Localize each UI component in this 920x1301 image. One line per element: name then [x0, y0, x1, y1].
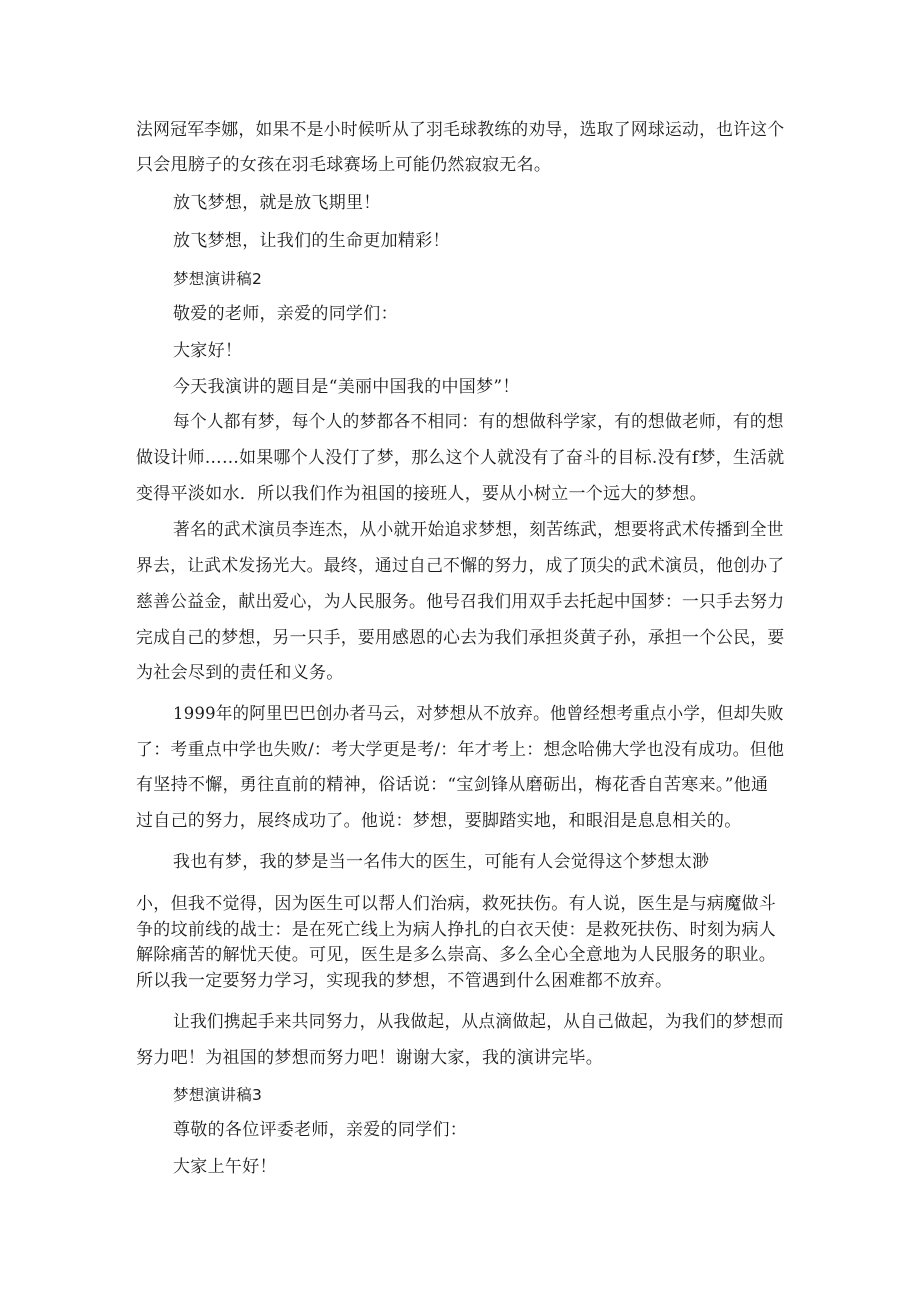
text-line: 著名的武术演员李连杰，从小就开始追求梦想，刻苦练武，想要将武术传播到全世: [173, 520, 784, 540]
salutation: 尊敬的各位评委老师，亲爱的同学们：: [173, 1120, 468, 1140]
greeting: 大家好！: [173, 341, 243, 361]
text-line: 过自己的努力，展终成功了。他说：梦想，要脚踏实地，和眼泪是息息相关的。: [136, 811, 742, 831]
text-line: 变得平淡如水．所以我们作为祖国的接班人，要从小树立一个远大的梦想。: [136, 484, 707, 504]
text-line: 只会甩膀子的女孩在羽毛球赛场上可能仍然寂寂无名。: [136, 155, 552, 175]
text-line: 所以我一定要努力学习，实现我的梦想，不管遇到什么困难都不放弃。: [136, 971, 673, 991]
section-heading: 梦想演讲稿3: [173, 1086, 263, 1104]
text-line: 我也有梦，我的梦是当一名伟大的医生，可能有人会觉得这个梦想太渺: [173, 852, 710, 872]
section-heading: 梦想演讲稿2: [173, 270, 263, 288]
text-line: 小，但我不觉得，因为医生可以帮人们治病，救死扶伤。有人说，医生是与病魔做斗: [136, 894, 777, 914]
text-line: 争的坟前线的战士：是在死亡线上为病人挣扎的白衣天使：是救死扶伤、时刻为病人: [136, 920, 777, 940]
text-line: 完成自己的梦想，另一只手，要用感恩的心去为我们承担炎黄子孙，承担一个公民，要: [136, 628, 785, 648]
text-line: 放飞梦想，让我们的生命更加精彩！: [173, 231, 450, 251]
text-line: 每个人都有梦，每个人的梦都各不相同：有的想做科学家，有的想做老师，有的想: [173, 412, 784, 432]
text-line: 为社会尽到的责任和义务。: [136, 663, 344, 683]
text-line: 放飞梦想，就是放飞期里！: [173, 193, 381, 213]
text-line: 努力吧！为祖国的梦想而努力吧！谢谢大家，我的演讲完毕。: [136, 1048, 604, 1068]
text-line: 做设计师……如果哪个人没仃了梦，那么这个人就没有了奋斗的目标.没有f梦，生活就: [136, 448, 785, 468]
text-line: 让我们携起手来共同努力，从我做起，从点滴做起，从自己做起，为我们的梦想而: [173, 1012, 784, 1032]
text-line: 解除痛苦的解忧天使。可见，医生是多么崇高、多么全心全意地为人民服务的职业。: [136, 945, 777, 965]
text-line: 有坚持不懈，勇往直前的精神，俗话说：“宝剑锋从磨砺出，梅花香自苦寒来。”他通: [136, 775, 769, 795]
text-line: 今天我演讲的题目是“美丽中国我的中国梦”！: [173, 377, 520, 397]
text-line: 界去，让武术发扬光大。最终，通过自己不懈的努力，成了顶尖的武术演员，他创办了: [136, 556, 785, 576]
text-line: 了：考重点中学也失败/：考大学更是考/：年才考上：想念哈佛大学也没有成功。但他: [136, 740, 785, 760]
greeting: 大家上午好！: [173, 1157, 277, 1177]
text-line: 1999年的阿里巴巴创办者马云，对梦想从不放弃。他曾经想考重点小学，但却失败: [173, 704, 784, 724]
text-line: 法网冠军李娜，如果不是小时候听从了羽毛球教练的劝导，选取了网球运动，也许这个: [136, 120, 785, 140]
text-line: 慈善公益金，献出爱心，为人民服务。他号召我们用双手去托起中国梦：一只手去努力: [136, 592, 785, 612]
salutation: 敬爱的老师，亲爱的同学们：: [173, 304, 398, 324]
